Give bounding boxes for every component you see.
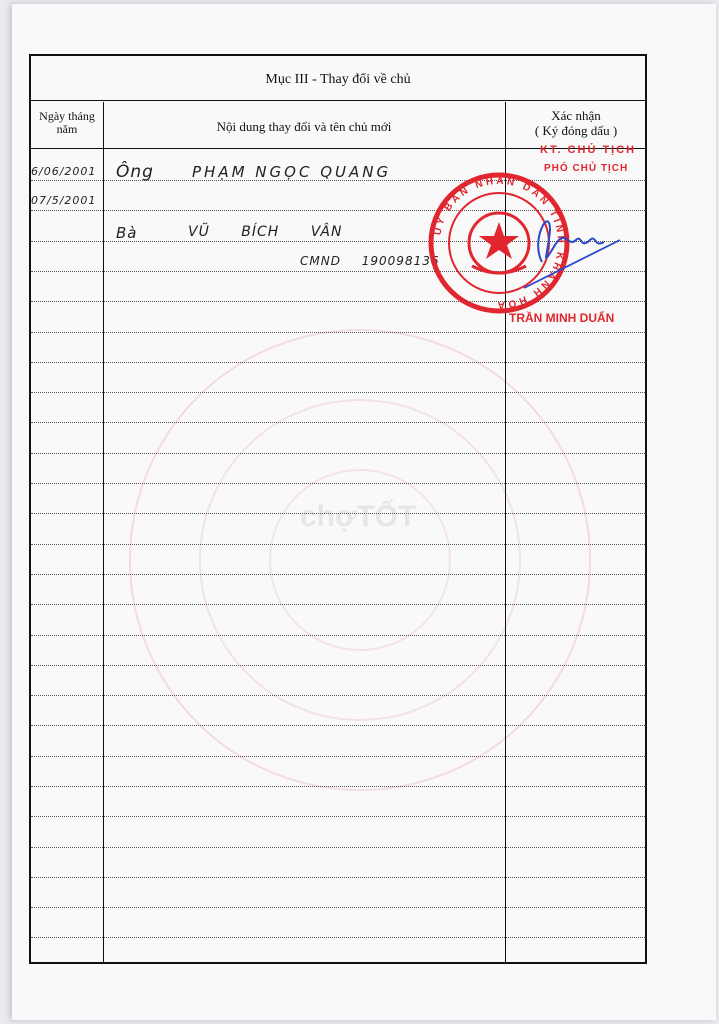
ruled-line (31, 695, 645, 696)
section-title: Mục III - Thay đổi về chủ (265, 72, 411, 87)
ruled-line (31, 877, 645, 878)
ruled-line (31, 756, 645, 757)
entry-date-1: 6/06/2001 (31, 165, 97, 178)
ruled-line (31, 604, 645, 605)
ruled-line (31, 847, 645, 848)
ruled-line (31, 907, 645, 908)
ruled-line (31, 422, 645, 423)
ruled-line (31, 786, 645, 787)
confirm-header-line2: ( Ký đóng dấu ) (534, 123, 618, 138)
confirm-column-header (505, 108, 647, 138)
ruled-line (31, 937, 645, 938)
ruled-line (31, 513, 645, 514)
entry-owner-2: VŨ BÍCH VÂN (188, 224, 343, 240)
ruled-line (31, 725, 645, 726)
column-divider-date (103, 102, 104, 962)
seal-ring-text: ỦY BAN NHÂN DÂN TỈNH KHÁNH HÒA (432, 175, 567, 311)
signer-name: TRẦN MINH DUẨN (509, 311, 615, 325)
entry-owner-1: PHẠM NGỌC QUANG (192, 163, 392, 181)
ruled-line (31, 574, 645, 575)
ruled-line (31, 453, 645, 454)
ruled-line (31, 483, 645, 484)
ruled-line (31, 665, 645, 666)
entry-date-2: 07/5/2001 (31, 194, 97, 207)
ruled-line (31, 635, 645, 636)
entry-id-number: CMND 190098136 (300, 254, 440, 268)
date-header-line2: năm (56, 122, 78, 136)
confirm-header-line1: Xác nhận (551, 108, 601, 123)
ruled-line (31, 332, 645, 333)
content-column-header: Nội dung thay đổi và tên chủ mới (216, 119, 392, 134)
entry-title-2: Bà (116, 224, 138, 242)
stamp-role-1: KT. CHỦ TỊCH (540, 144, 637, 156)
signature-icon (520, 200, 630, 290)
ruled-line (31, 362, 645, 363)
ruled-line (31, 544, 645, 545)
ruled-line (31, 816, 645, 817)
stamp-role-2: PHÓ CHỦ TỊCH (544, 163, 629, 174)
header-top-rule (31, 100, 645, 101)
date-column-header (31, 110, 103, 136)
watermark-text: chợTỐT (300, 500, 417, 533)
date-header-line1: Ngày tháng (39, 109, 95, 123)
entry-title-1: Ông (116, 162, 154, 182)
ruled-line (31, 392, 645, 393)
